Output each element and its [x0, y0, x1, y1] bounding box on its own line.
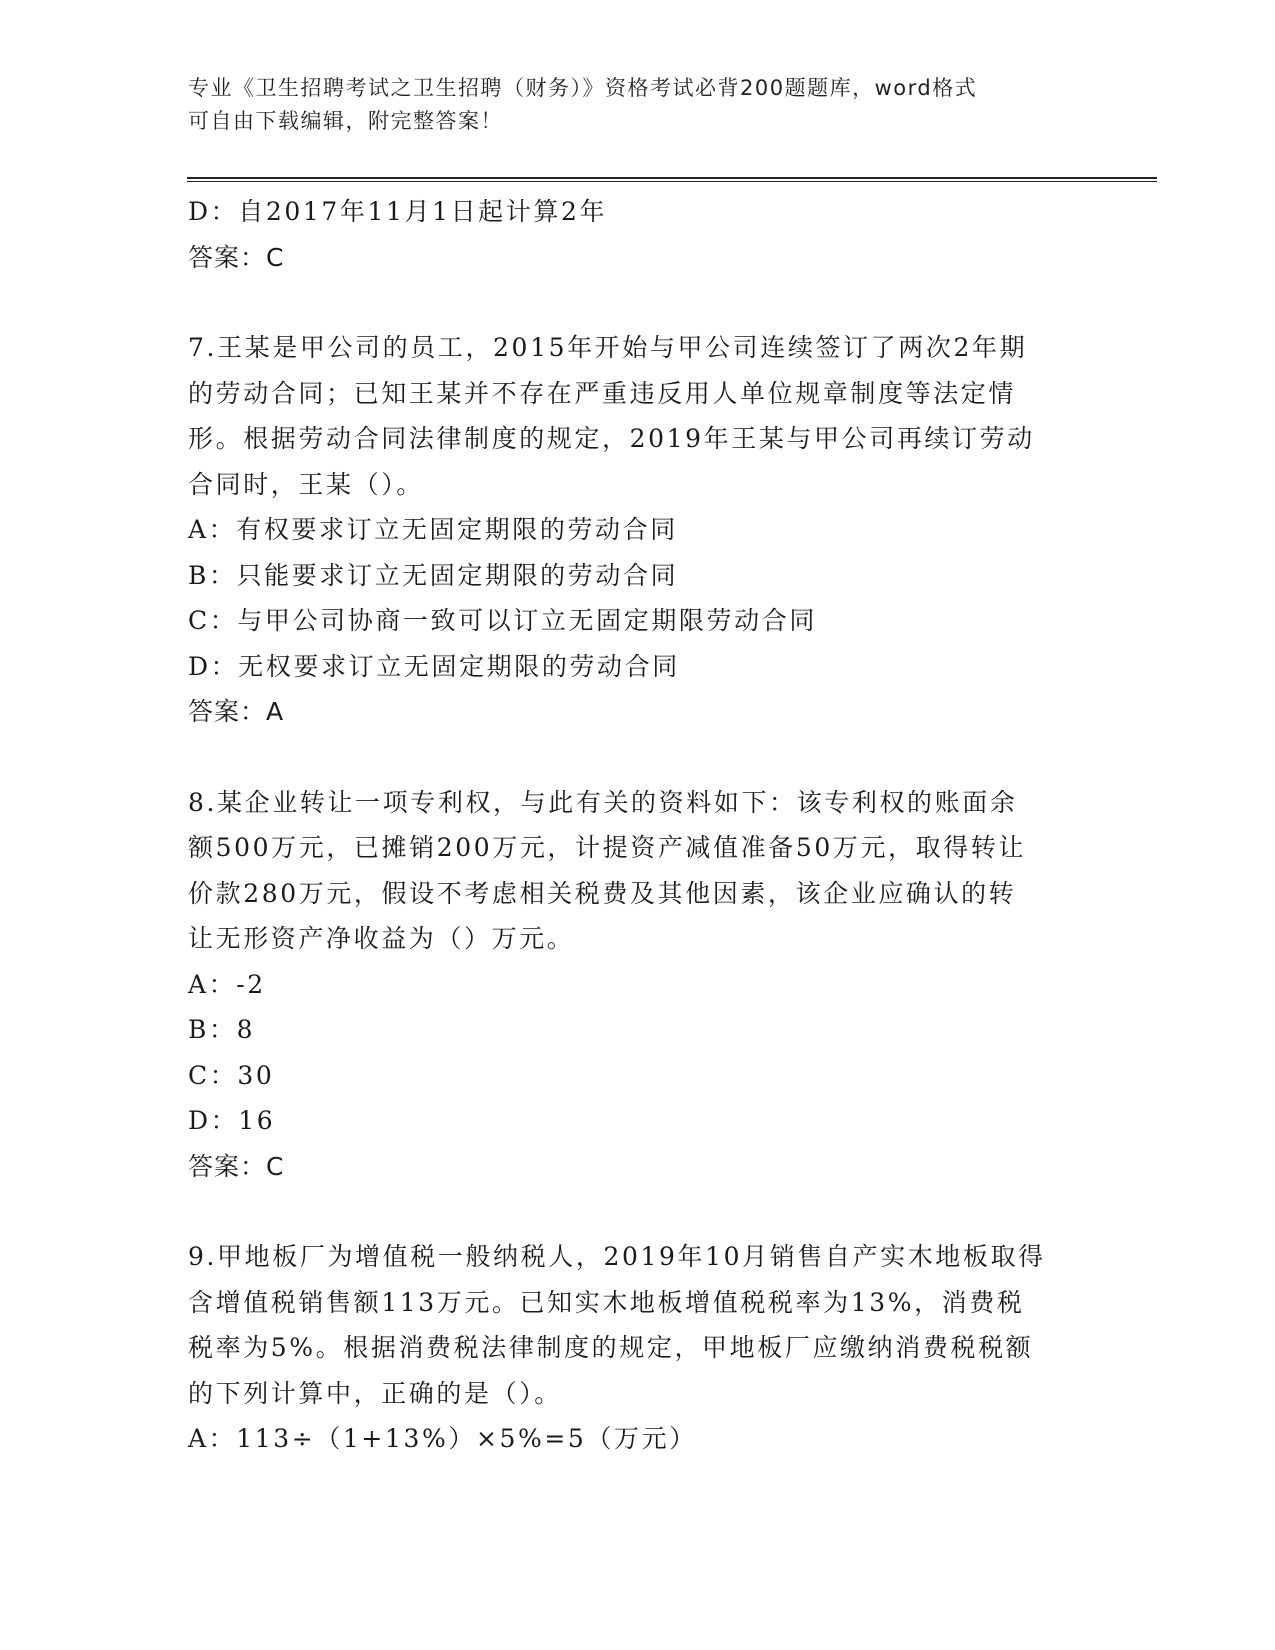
question-stem-line: 税率为5%。根据消费税法律制度的规定，甲地板厂应缴纳消费税税额	[188, 1333, 1034, 1362]
option-b: B：8	[188, 1015, 256, 1044]
option-c: C：30	[188, 1060, 275, 1090]
question-stem-line: 合同时，王某（）。	[188, 469, 424, 499]
question-stem-line: 让无形资产净收益为（）万元。	[188, 924, 575, 953]
option-d: D：自2017年11月1日起计算2年	[188, 197, 608, 226]
answer-line: 答案：C	[188, 1151, 285, 1181]
previous-question-tail	[188, 189, 1088, 280]
question-stem-line: 形。根据劳动合同法律制度的规定，2019年王某与甲公司再续订劳动	[188, 424, 1035, 453]
spacer	[188, 735, 1088, 780]
question-9	[188, 1234, 1088, 1462]
header-rule-thick	[187, 177, 1157, 179]
header-line-1: 专业《卫生招聘考试之卫生招聘（财务）》资格考试必背200题题库，word格式	[188, 76, 978, 100]
option-b: B：只能要求订立无固定期限的劳动合同	[188, 560, 679, 590]
header-rule-thin	[187, 181, 1157, 182]
option-a: A：113÷（1+13%）×5%=5（万元）	[188, 1424, 697, 1453]
option-d: D：无权要求订立无固定期限的劳动合同	[188, 651, 680, 681]
question-stem-line: 的下列计算中，正确的是（）。	[188, 1378, 562, 1408]
option-c: C：与甲公司协商一致可以订立无固定期限劳动合同	[188, 606, 817, 635]
document-body	[188, 189, 1088, 1462]
question-stem-line: 的劳动合同；已知王某并不存在严重违反用人单位规章制度等法定情	[188, 378, 1017, 408]
question-stem-line: 9.甲地板厂为增值税一般纳税人，2019年10月销售自产实木地板取得	[188, 1242, 1046, 1271]
option-a: A：-2	[188, 969, 266, 999]
document-header	[188, 72, 1068, 138]
option-d: D：16	[188, 1106, 276, 1135]
question-stem-line: 含增值税销售额113万元。已知实木地板增值税税率为13%，消费税	[188, 1287, 1025, 1317]
question-stem-line: 额500万元，已摊销200万元，计提资产减值准备50万元，取得转让	[188, 833, 1027, 862]
answer-line: 答案：A	[188, 697, 285, 726]
answer-line: 答案：C	[188, 242, 285, 272]
question-8	[188, 780, 1088, 1190]
question-stem-line: 8.某企业转让一项专利权，与此有关的资料如下：该专利权的账面余	[188, 787, 1018, 817]
question-stem-line: 7.王某是甲公司的员工，2015年开始与甲公司连续签订了两次2年期	[188, 333, 1028, 362]
spacer	[188, 280, 1088, 325]
question-7	[188, 325, 1088, 735]
option-a: A：有权要求订立无固定期限的劳动合同	[188, 515, 678, 544]
header-line-2: 可自由下载编辑，附完整答案！	[188, 109, 503, 133]
spacer	[188, 1189, 1088, 1234]
question-stem-line: 价款280万元，假设不考虑相关税费及其他因素，该企业应确认的转	[188, 878, 1017, 908]
